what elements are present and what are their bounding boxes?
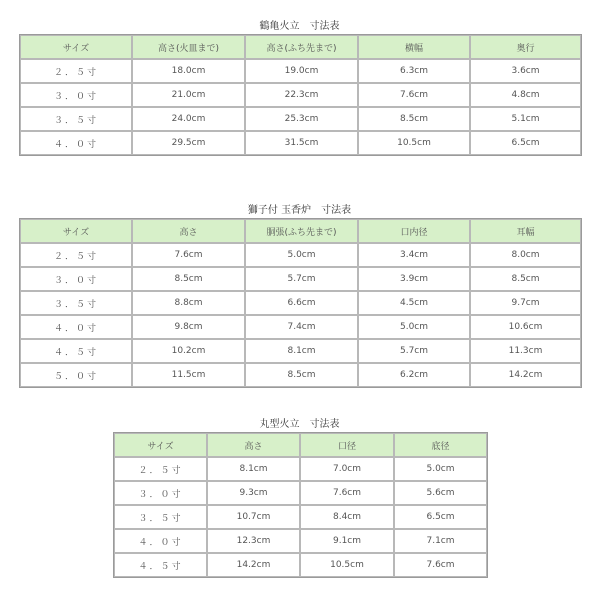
size-cell: ３．５寸: [114, 505, 207, 529]
value-cell: 10.7cm: [207, 505, 300, 529]
size-cell: ３．０寸: [20, 267, 132, 291]
value-cell: 8.5cm: [245, 363, 358, 387]
table-row: [20, 267, 581, 291]
value-cell: 6.2cm: [358, 363, 470, 387]
table-row: [20, 339, 581, 363]
value-cell: 9.3cm: [207, 481, 300, 505]
value-cell: 6.3cm: [358, 59, 470, 83]
value-cell: 9.8cm: [132, 315, 245, 339]
value-cell: 3.4cm: [358, 243, 470, 267]
value-cell: 3.6cm: [470, 59, 581, 83]
column-header: 高さ: [207, 433, 300, 457]
value-cell: 8.5cm: [132, 267, 245, 291]
size-cell: ４．５寸: [20, 339, 132, 363]
marugata-hitate-size-section: [113, 418, 486, 578]
table-row: [20, 131, 581, 155]
value-cell: 5.6cm: [394, 481, 487, 505]
column-header: サイズ: [20, 219, 132, 243]
value-cell: 22.3cm: [245, 83, 358, 107]
column-header: 高さ(火皿まで): [132, 35, 245, 59]
value-cell: 8.5cm: [358, 107, 470, 131]
value-cell: 11.5cm: [132, 363, 245, 387]
value-cell: 8.4cm: [300, 505, 394, 529]
column-header: 高さ(ふち先まで): [245, 35, 358, 59]
value-cell: 4.5cm: [358, 291, 470, 315]
size-cell: ５．０寸: [20, 363, 132, 387]
table-header-row: [114, 433, 487, 457]
column-header: 口内径: [358, 219, 470, 243]
size-cell: ３．０寸: [114, 481, 207, 505]
value-cell: 6.6cm: [245, 291, 358, 315]
size-cell: ４．５寸: [114, 553, 207, 577]
value-cell: 10.5cm: [358, 131, 470, 155]
value-cell: 8.0cm: [470, 243, 581, 267]
size-cell: ２．５寸: [20, 59, 132, 83]
table-caption: 丸型火立 寸法表: [259, 419, 340, 430]
value-cell: 3.9cm: [358, 267, 470, 291]
value-cell: 7.6cm: [132, 243, 245, 267]
value-cell: 7.4cm: [245, 315, 358, 339]
value-cell: 19.0cm: [245, 59, 358, 83]
table-row: [20, 107, 581, 131]
column-header: 奥行: [470, 35, 581, 59]
value-cell: 7.6cm: [358, 83, 470, 107]
size-cell: ２．５寸: [114, 457, 207, 481]
value-cell: 7.1cm: [394, 529, 487, 553]
table-row: [114, 481, 487, 505]
value-cell: 5.0cm: [358, 315, 470, 339]
value-cell: 29.5cm: [132, 131, 245, 155]
value-cell: 12.3cm: [207, 529, 300, 553]
value-cell: 8.1cm: [245, 339, 358, 363]
column-header: 耳幅: [470, 219, 581, 243]
size-cell: ４．０寸: [20, 315, 132, 339]
value-cell: 14.2cm: [207, 553, 300, 577]
shishi-tamakoro-size-table: [19, 218, 582, 388]
table-row: [114, 505, 487, 529]
table-row: [20, 291, 581, 315]
value-cell: 18.0cm: [132, 59, 245, 83]
value-cell: 4.8cm: [470, 83, 581, 107]
value-cell: 5.7cm: [358, 339, 470, 363]
column-header: サイズ: [114, 433, 207, 457]
table-row: [114, 529, 487, 553]
value-cell: 5.1cm: [470, 107, 581, 131]
value-cell: 24.0cm: [132, 107, 245, 131]
value-cell: 5.7cm: [245, 267, 358, 291]
table-row: [20, 315, 581, 339]
column-header: 横幅: [358, 35, 470, 59]
value-cell: 25.3cm: [245, 107, 358, 131]
table-row: [114, 553, 487, 577]
value-cell: 10.5cm: [300, 553, 394, 577]
size-cell: ３．５寸: [20, 291, 132, 315]
column-header: 胴張(ふち先まで): [245, 219, 358, 243]
value-cell: 6.5cm: [394, 505, 487, 529]
size-cell: ４．０寸: [114, 529, 207, 553]
table-caption: 獅子付 玉香炉 寸法表: [247, 205, 352, 216]
value-cell: 9.1cm: [300, 529, 394, 553]
shishi-tamakoro-size-section: [19, 204, 580, 388]
value-cell: 8.1cm: [207, 457, 300, 481]
table-caption: 鶴亀火立 寸法表: [259, 21, 340, 32]
value-cell: 14.2cm: [470, 363, 581, 387]
column-header: 口径: [300, 433, 394, 457]
value-cell: 9.7cm: [470, 291, 581, 315]
table-row: [20, 59, 581, 83]
value-cell: 7.6cm: [394, 553, 487, 577]
column-header: 高さ: [132, 219, 245, 243]
table-row: [114, 457, 487, 481]
value-cell: 8.8cm: [132, 291, 245, 315]
column-header: サイズ: [20, 35, 132, 59]
size-cell: ３．０寸: [20, 83, 132, 107]
tsurukame-hitate-size-table: [19, 34, 582, 156]
value-cell: 8.5cm: [470, 267, 581, 291]
table-row: [20, 83, 581, 107]
value-cell: 21.0cm: [132, 83, 245, 107]
value-cell: 10.6cm: [470, 315, 581, 339]
value-cell: 5.0cm: [394, 457, 487, 481]
value-cell: 5.0cm: [245, 243, 358, 267]
value-cell: 7.6cm: [300, 481, 394, 505]
size-cell: ４．０寸: [20, 131, 132, 155]
value-cell: 11.3cm: [470, 339, 581, 363]
value-cell: 31.5cm: [245, 131, 358, 155]
marugata-hitate-size-table: [113, 432, 488, 578]
tsurukame-hitate-size-section: [19, 20, 580, 156]
column-header: 底径: [394, 433, 487, 457]
table-header-row: [20, 35, 581, 59]
table-row: [20, 243, 581, 267]
size-cell: ２．５寸: [20, 243, 132, 267]
value-cell: 7.0cm: [300, 457, 394, 481]
size-cell: ３．５寸: [20, 107, 132, 131]
value-cell: 6.5cm: [470, 131, 581, 155]
value-cell: 10.2cm: [132, 339, 245, 363]
table-header-row: [20, 219, 581, 243]
table-row: [20, 363, 581, 387]
